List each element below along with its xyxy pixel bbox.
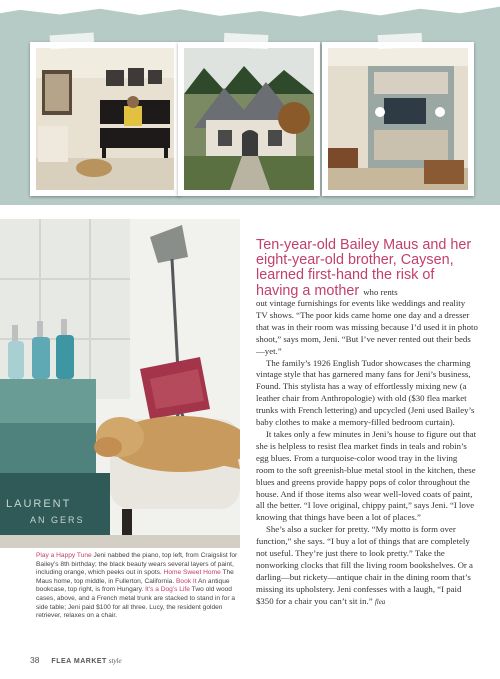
end-mark: flea bbox=[374, 597, 386, 606]
caption-heading-2: Home Sweet Home bbox=[163, 569, 221, 577]
tape-2 bbox=[224, 33, 269, 49]
caption-text-1: Jeni nabbed the piano, top left, from Craigslist for Bailey’s 8th birthday; the black beauty wears several layers of paint, including orange, which peeks out in spots. bbox=[36, 552, 238, 577]
caption-text-2: The Maus home, top middle, in Fullerton, California. bbox=[36, 569, 234, 585]
headline-tail: who rents bbox=[363, 286, 398, 297]
piano-room-image bbox=[36, 48, 174, 190]
photo-piano-room bbox=[30, 42, 180, 196]
caption-heading-4: It’s a Dog’s Life bbox=[145, 586, 190, 594]
caption-heading-3: Book It bbox=[176, 577, 197, 585]
photo-caption bbox=[36, 552, 242, 621]
headline-main: Ten-year-old Bailey Maus and her eight-year-old brother, Caysen, learned first-hand the risk of having a mother bbox=[256, 237, 472, 299]
tudor-house-image bbox=[184, 48, 314, 190]
body-paragraph-3: It takes only a few minutes in Jeni’s house to figure out that she is helpless to resist flea market finds in teals and robin’s egg blues. From a turquoise-color wood tray in the living room to the soft greenish-blue metal stool in the kitchen, these blues and greens provide happy pops of color throughout the house. And if those items also wear well-loved coats of paint, all the better. “I love original, chippy paint,” says Jeni. “I love knowing that things have been a lot of places.” bbox=[256, 428, 477, 523]
caption-heading-1: Play a Happy Tune bbox=[36, 552, 92, 559]
photo-bookcase bbox=[322, 42, 474, 196]
photo-tudor-house bbox=[178, 42, 320, 196]
tape-3 bbox=[378, 33, 423, 49]
page-folio bbox=[30, 655, 122, 665]
magazine-name-style: style bbox=[108, 657, 122, 665]
body-paragraph-1: out vintage furnishings for events like weddings and reality TV shows. “The poor kids came home one day and a dresser that was in their room was missing because I’d used it in photo shoot,” says mom, Jeni. “But I’ve never rented out their beds—yet.” bbox=[256, 298, 478, 356]
article-headline bbox=[256, 238, 478, 300]
trunk-text-2: AN GERS bbox=[30, 515, 85, 525]
caption-text-3: An antique bookcase, top right, is from Hungary. bbox=[36, 577, 230, 594]
trunk-text-1: LAURENT bbox=[6, 498, 72, 510]
body-paragraph-2: The family’s 1926 English Tudor showcases the charming vintage style that has garnered many fans for Jeni’s business, Found. This stylista has a way of effortlessly mixing new (a leather chair from Anthropologie) with old ($30 flea market trunks with French lettering) and upcycled (Jeni used Bailey’s baby clothes to make a memory-filled bedroom curtain). bbox=[256, 357, 475, 428]
body-paragraph-4 bbox=[256, 524, 478, 608]
body-paragraph-4-text: She’s also a sucker for pretty. “My motto is form over function,” she says. “I buy a lot of things that are completely not useful. They’re just there to look pretty.” Take the nonworking clocks that fill the living room bookshelves. Or a darling—but rickety—antique chair in the dining room that’s missing its upholstery. Jeni confesses with a laugh, “I paid $350 for a chair you can’t sit in.” bbox=[256, 524, 473, 606]
article-body bbox=[256, 298, 478, 609]
caption-text-4: Two old wood cases, above, and a French metal trunk are stacked to stand in for a side table; Jeni paid $100 for all three. Lucy, the resident golden retriever, relaxes on a chair. bbox=[36, 586, 236, 620]
photo-dog-on-chair bbox=[0, 219, 240, 548]
dog-on-chair-image bbox=[0, 219, 240, 548]
magazine-name: FLEA MARKET bbox=[51, 658, 107, 665]
band-edge-bottom bbox=[0, 196, 500, 210]
page-number: 38 bbox=[30, 655, 40, 665]
bookcase-image bbox=[328, 48, 468, 190]
